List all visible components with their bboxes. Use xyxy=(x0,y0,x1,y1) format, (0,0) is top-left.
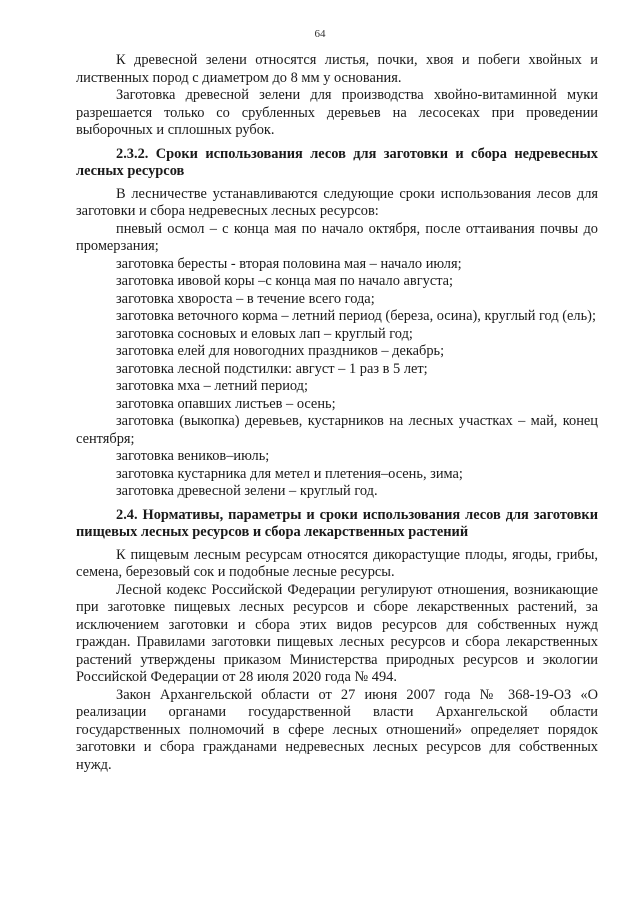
section-heading-2-3-2: 2.3.2. Сроки использования лесов для заготовки и сбора недревесных лесных ресурсов xyxy=(76,145,598,179)
list-item: заготовка (выкопка) деревьев, кустарников на лесных участках – май, конец сентября; xyxy=(76,413,598,447)
paragraph-leaves-definition: К древесной зелени относятся листья, почки, хвоя и побеги хвойных и лиственных пород с диаметром до 8 мм у основания. xyxy=(76,52,598,86)
list-item: заготовка елей для новогодних праздников – декабрь; xyxy=(116,343,445,359)
paragraph-food-resources: К пищевым лесным ресурсам относятся дикорастущие плоды, ягоды, грибы, семена, березовый сок и подобные лесные ресурсы. xyxy=(76,546,598,580)
list-item: заготовка хвороста – в течение всего года; xyxy=(116,290,375,307)
list-item: заготовка бересты - вторая половина мая – начало июля; xyxy=(116,255,462,272)
terms-list xyxy=(76,221,598,501)
list-item: заготовка мха – летний период; xyxy=(116,378,309,394)
paragraph-forest-code: Лесной кодекс Российской Федерации регулируют отношения, возникающие при заготовке пищевых лесных ресурсов и сборе лекарственных растений, за исключением заготовки и сбора этих видов ресурсов для собственных нужд граждан. Правилами заготовки пищевых лесных ресурсов и сбора лекарственных растений утверждены приказом Министерства природных ресурсов и экологии Российской Федерации от 28 июля 2020 года № 494. xyxy=(76,581,598,685)
section-heading-2-4: 2.4. Нормативы, параметры и сроки использования лесов для заготовки пищевых лесных ресурсов и сбора лекарственных растений xyxy=(76,506,598,540)
list-item: пневый осмол – с конца мая по начало октября, после оттаивания почвы до промерзания; xyxy=(76,220,598,254)
list-item: заготовка опавших листьев – осень; xyxy=(116,395,336,412)
list-item: заготовка веточного корма – летний период (береза, осина), круглый год (ель); xyxy=(116,308,596,324)
paragraph-harvest-restriction: Заготовка древесной зелени для производства хвойно-витаминной муки разрешается только со срубленных деревьев на лесосеках при проведении выборочных и сплошных рубок. xyxy=(76,87,598,138)
list-item: заготовка веников–июль; xyxy=(116,448,270,464)
list-item: заготовка лесной подстилки: август – 1 раз в 5 лет; xyxy=(116,360,428,377)
page-number: 64 xyxy=(314,28,326,40)
page-content xyxy=(76,52,598,774)
list-item: заготовка кустарника для метел и плетения–осень, зима; xyxy=(116,465,463,482)
list-item: заготовка сосновых и еловых лап – круглый год; xyxy=(116,325,413,342)
paragraph-regional-law: Закон Архангельской области от 27 июня 2007 года № 368-19-ОЗ «О реализации органами государственной власти Архангельской области государственных полномочий в сфере лесных отношений» определяет порядок заготовки и сбора гражданами недревесных лесных ресурсов для собственных нужд. xyxy=(76,686,598,773)
paragraph-intro-2-3-2: В лесничестве устанавливаются следующие сроки использования лесов для заготовки и сбора недревесных лесных ресурсов: xyxy=(76,185,598,219)
list-item: заготовка ивовой коры –с конца мая по начало августа; xyxy=(116,273,454,289)
list-item: заготовка древесной зелени – круглый год. xyxy=(116,483,378,499)
